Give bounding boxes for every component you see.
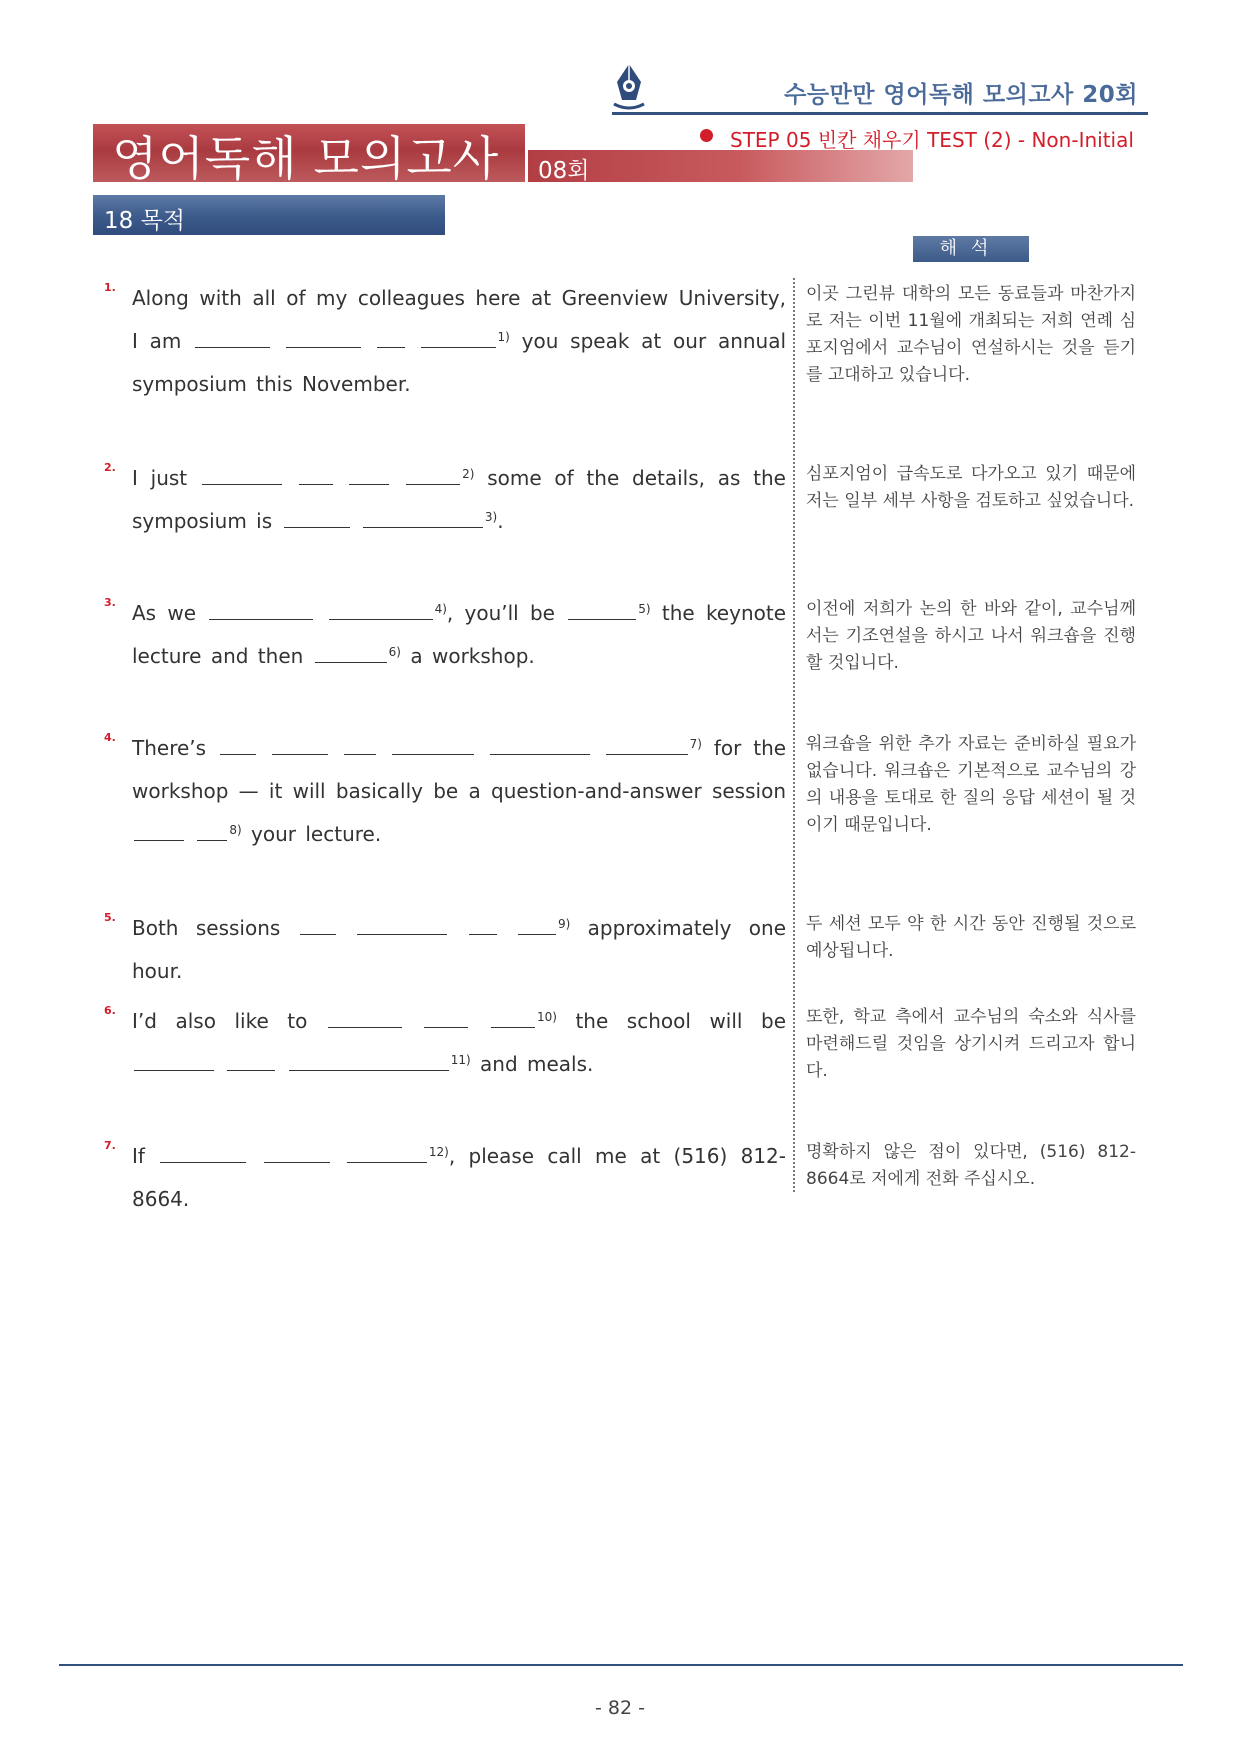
main-title: 영어독해 모의고사 xyxy=(112,132,500,187)
question-text: If xyxy=(132,1144,145,1168)
answer-blank[interactable] xyxy=(349,464,389,485)
question-2 xyxy=(104,457,786,543)
series-title: 수능만만 영어독해 모의고사 20회 xyxy=(784,82,1138,108)
blank-number: 9) xyxy=(557,917,571,931)
question-text: . xyxy=(497,509,504,533)
answer-blank[interactable] xyxy=(344,734,376,755)
answer-blank[interactable] xyxy=(491,1007,535,1028)
question-4 xyxy=(104,727,786,856)
issue-label: 08회 xyxy=(538,158,590,184)
translation-6: 또한, 학교 측에서 교수님의 숙소와 식사를 마련해드릴 것임을 상기시켜 드리고자 합니다. xyxy=(806,1007,1136,1081)
blank-number: 3) xyxy=(484,510,498,524)
bullet-dot-icon xyxy=(700,129,713,142)
translation-1: 이곳 그린뷰 대학의 모든 동료들과 마찬가지로 저는 이번 11월에 개최되는 저희 연례 심포지엄에서 교수님이 연설하시는 것을 듣기를 고대하고 있습니다. xyxy=(806,284,1136,385)
blank-number: 6) xyxy=(388,645,401,659)
question-text: Along with all of my colleagues here at Greenview University, I am xyxy=(132,286,786,353)
question-text: and meals. xyxy=(470,1052,594,1076)
question-text: a workshop. xyxy=(401,644,535,668)
question-7 xyxy=(104,1135,786,1221)
answer-blank[interactable] xyxy=(421,327,496,348)
question-6 xyxy=(104,1000,786,1086)
issue-separator xyxy=(525,150,528,182)
answer-blank[interactable] xyxy=(406,464,460,485)
question-text: Both sessions xyxy=(132,916,281,940)
answer-blank[interactable] xyxy=(606,734,688,755)
question-number: 2. xyxy=(104,461,116,474)
blank-number: 1) xyxy=(497,330,510,344)
answer-blank[interactable] xyxy=(195,327,270,348)
answer-blank[interactable] xyxy=(329,599,433,620)
answer-blank[interactable] xyxy=(134,1050,214,1071)
answer-blank[interactable] xyxy=(377,327,405,348)
blank-number: 5) xyxy=(638,602,651,616)
answer-blank[interactable] xyxy=(197,820,227,841)
answer-blank[interactable] xyxy=(315,642,387,663)
translation-5: 두 세션 모두 약 한 시간 동안 진행될 것으로 예상됩니다. xyxy=(806,914,1136,961)
translation-3: 이전에 저희가 논의 한 바와 같이, 교수님께서는 기조연설을 하시고 나서 워크숍을 진행할 것입니다. xyxy=(806,599,1136,673)
blank-number: 10) xyxy=(536,1010,557,1024)
answer-blank[interactable] xyxy=(272,734,328,755)
question-text: the keynote lecture and then xyxy=(132,601,787,668)
answer-blank[interactable] xyxy=(220,734,256,755)
question-text: I’d also like to xyxy=(132,1009,308,1033)
answer-blank[interactable] xyxy=(286,327,361,348)
blank-number: 11) xyxy=(450,1053,471,1067)
translation-7: 명확하지 않은 점이 있다면, (516) 812-8664로 저에게 전화 주십시오. xyxy=(806,1142,1136,1189)
question-number: 4. xyxy=(104,731,116,744)
question-text: some of the details, as the symposium is xyxy=(132,466,786,533)
blank-number: 7) xyxy=(689,737,702,751)
question-number: 6. xyxy=(104,1004,116,1017)
question-text: approximately one hour. xyxy=(132,916,787,983)
question-text: I just xyxy=(132,466,188,490)
question-text: There’s xyxy=(132,736,207,760)
answer-blank[interactable] xyxy=(289,1050,449,1071)
answer-blank[interactable] xyxy=(202,464,282,485)
answer-blank[interactable] xyxy=(299,464,333,485)
answer-blank[interactable] xyxy=(264,1142,330,1163)
answer-blank[interactable] xyxy=(469,914,497,935)
question-text: As we xyxy=(132,601,197,625)
answer-blank[interactable] xyxy=(392,734,474,755)
question-text: , please call me at (516) 812-8664. xyxy=(132,1144,787,1211)
question-number: 1. xyxy=(104,281,116,294)
question-text: you speak at our annual symposium this November. xyxy=(132,329,787,396)
answer-blank[interactable] xyxy=(134,820,184,841)
answer-blank[interactable] xyxy=(568,599,636,620)
answer-blank[interactable] xyxy=(357,914,447,935)
blank-number: 8) xyxy=(229,823,242,837)
blank-number: 2) xyxy=(462,467,475,481)
question-text: the school will be xyxy=(556,1009,787,1033)
answer-blank[interactable] xyxy=(518,914,556,935)
answer-blank[interactable] xyxy=(209,599,313,620)
question-1 xyxy=(104,277,786,406)
header-rule xyxy=(612,112,1148,115)
answer-blank[interactable] xyxy=(363,507,483,528)
translation-2: 심포지엄이 급속도로 다가오고 있기 때문에 저는 일부 세부 사항을 검토하고 싶었습니다. xyxy=(806,464,1136,511)
question-number: 5. xyxy=(104,911,116,924)
answer-blank[interactable] xyxy=(227,1050,275,1071)
answer-blank[interactable] xyxy=(424,1007,468,1028)
question-text: for the workshop — it will basically be a question-and-answer session xyxy=(132,736,787,803)
page-number: - 82 - xyxy=(595,1697,645,1719)
question-3 xyxy=(104,592,786,678)
question-number: 7. xyxy=(104,1139,116,1152)
answer-blank[interactable] xyxy=(490,734,590,755)
answer-blank[interactable] xyxy=(347,1142,427,1163)
column-divider xyxy=(793,278,795,1192)
answer-blank[interactable] xyxy=(284,507,350,528)
pen-nib-logo-icon xyxy=(612,62,646,112)
translation-header: 해석 xyxy=(913,236,1029,262)
blank-number: 4) xyxy=(434,602,447,616)
question-text: , you’ll be xyxy=(446,601,555,625)
answer-blank[interactable] xyxy=(328,1007,402,1028)
answer-blank[interactable] xyxy=(300,914,336,935)
question-text: your lecture. xyxy=(241,822,382,846)
section-label: 18 목적 xyxy=(104,208,186,234)
answer-blank[interactable] xyxy=(160,1142,246,1163)
question-5 xyxy=(104,907,786,993)
question-number: 3. xyxy=(104,596,116,609)
translation-4: 워크숍을 위한 추가 자료는 준비하실 필요가 없습니다. 워크숍은 기본적으로 교수님의 강의 내용을 토대로 한 질의 응답 세션이 될 것이기 때문입니다. xyxy=(806,734,1136,835)
blank-number: 12) xyxy=(428,1145,449,1159)
step-label: STEP 05 빈칸 채우기 TEST (2) - Non-Initial xyxy=(730,128,1134,152)
footer-rule xyxy=(59,1664,1183,1666)
